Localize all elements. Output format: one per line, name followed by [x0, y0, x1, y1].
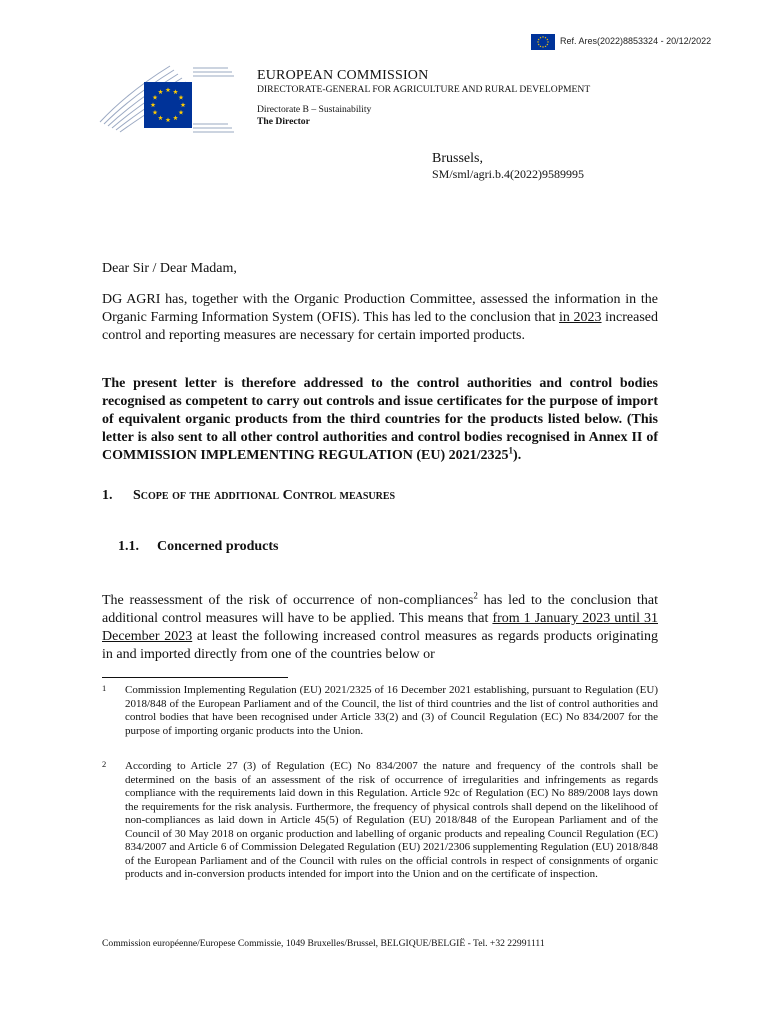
- paragraph-2: [102, 375, 658, 465]
- eu-flag-icon: [531, 34, 555, 50]
- directorate-general: DIRECTORATE-GENERAL FOR AGRICULTURE AND RURAL DEVELOPMENT: [257, 84, 591, 95]
- footnote-separator: [102, 677, 288, 678]
- section-1-heading: [102, 488, 395, 504]
- place: Brussels,: [432, 151, 483, 166]
- paragraph-3-end: at least the following increased control measures as regards products originating in and imported directly from one of the countries below or: [102, 629, 658, 662]
- page-footer: Commission européenne/Europese Commissie, 1049 Bruxelles/Brussel, BELGIQUE/BELGIË - Tel. +32 22991111: [102, 938, 545, 949]
- salutation: Dear Sir / Dear Madam,: [102, 261, 237, 276]
- directorate: Directorate B – Sustainability: [257, 104, 372, 115]
- registration-reference: Ref. Ares(2022)8853324 - 20/12/2022: [560, 36, 712, 46]
- organisation-name: EUROPEAN COMMISSION: [257, 68, 429, 83]
- paragraph-3-text: The reassessment of the risk of occurrence of non-compliances: [102, 593, 474, 608]
- paragraph-1: [102, 291, 658, 345]
- paragraph-1-end: increased control and reporting measures are necessary for certain imported products.: [102, 310, 659, 343]
- section-1-1-heading: [118, 539, 278, 555]
- section-1-1-number: 1.1.: [118, 539, 139, 554]
- paragraph-2-end: ).: [513, 448, 522, 463]
- paragraph-2-text: The present letter is therefore addressed to the control authorities and control bodies recognised as competent to carry out controls and issue certificates for the purpose of import of equivalent organic products from the third countries for the products listed below. (This letter is also sent to all other control authorities and control bodies recognised in Annex II of COMMISSION IMPLEMENTING REGULATION (EU) 2021/2325: [102, 376, 658, 463]
- footnote-ref-1[interactable]: 1: [508, 445, 514, 456]
- section-1-title: Scope of the additional Control measures: [133, 488, 396, 503]
- paragraph-3-underlined: from 1 January 2023 until 31 December 2023: [102, 611, 658, 644]
- footnote-1-number: 1: [102, 683, 107, 693]
- section-1-1-title: Concerned products: [157, 539, 279, 554]
- letterhead: [257, 67, 697, 128]
- paragraph-3: [102, 592, 658, 664]
- paragraph-1-underlined: in 2023: [559, 310, 602, 325]
- footnote-2-text: According to Article 27 (3) of Regulation (EC) No 834/2007 the nature and frequency of the controls shall be determined on the basis of an assessment of the risk of occurrence of irregularities and infringements as regards compliance with the requirements laid down in this Regulation. Article 92c of Regulation (EC) No 889/2008 lays down the requirements for the risk analysis. Furthermore, the frequency of physical controls shall depend on the likelihood of non-compliances as laid down in Article 45(5) of Regulation (EU) 2018/848 of the European Parliament and of the Council of 30 May 2018 on organic production and labelling of organic products and repealing Council Regulation (EC) 834/2007 and Article 6 of Commission Delegated Regulation (EU) 2021/2306 supplementing Regulation (EU) 2018/848 of the European Parliament and of the Council with rules on the official controls in respect of consignments of organic products and in-conversion products intended for import into the Union and on the certificate of inspection.: [125, 760, 658, 880]
- footnote-ref-2[interactable]: 2: [473, 590, 478, 601]
- european-commission-logo: [98, 62, 238, 134]
- footnote-1-text: Commission Implementing Regulation (EU) 2021/2325 of 16 December 2021 establishing, pursuant to Regulation (EU) 2018/848 of the European Parliament and of the Council, the list of third countries and the list of control authorities and control bodies that have been recognised under Article 33(2) and (3) of Council Regulation (EC) No 834/2007 for the purpose of importing organic products into the Union.: [125, 684, 658, 737]
- paragraph-1-text: DG AGRI has, together with the Organic Production Committee, assessed the information in the Organic Farming Information System (OFIS). This has led to the conclusion that: [102, 292, 658, 325]
- paragraph-3-middle: has led to the conclusion that additional control measures will have to be applied. This means that: [102, 593, 658, 626]
- signatory-role: The Director: [257, 116, 310, 127]
- reference-line: SM/sml/agri.b.4(2022)9589995: [432, 167, 584, 181]
- footnote-2: [102, 760, 658, 882]
- footnote-1: [102, 684, 658, 738]
- footnote-2-number: 2: [102, 759, 107, 769]
- section-1-number: 1.: [102, 488, 113, 503]
